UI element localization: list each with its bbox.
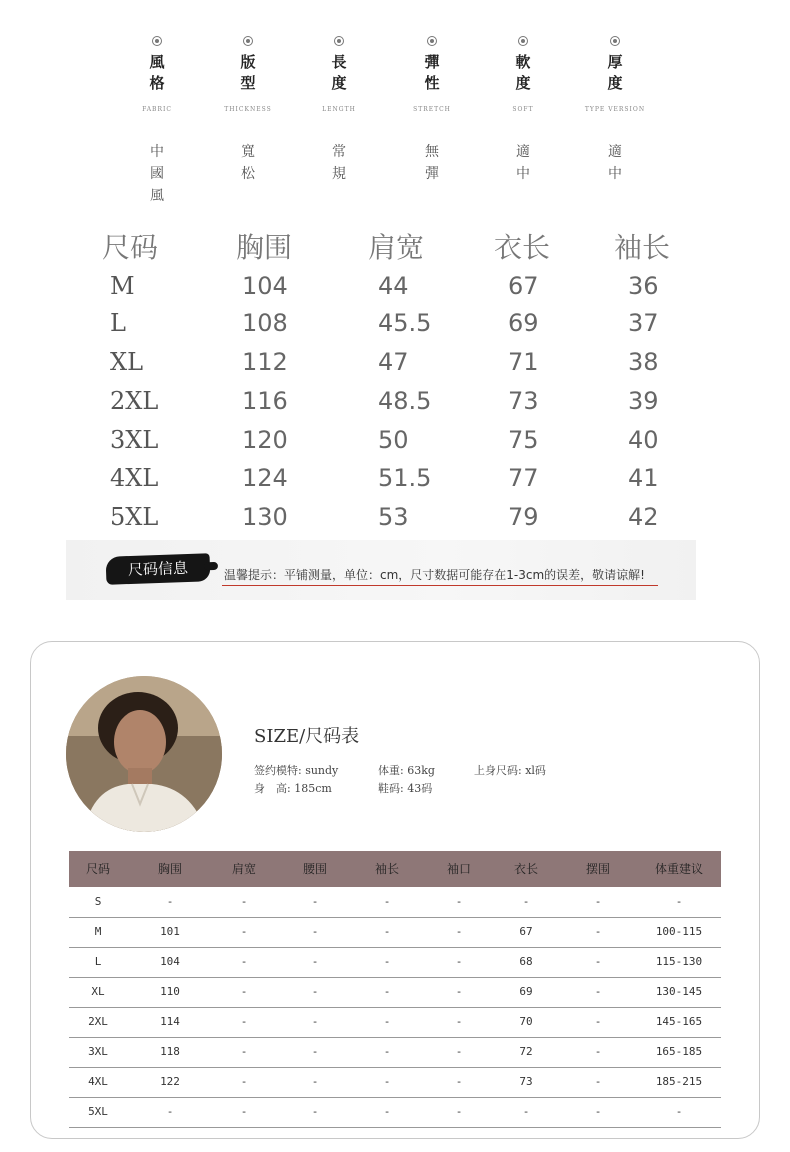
table-cell: - [594,955,602,968]
bullet-icon [610,36,620,46]
table-cell: 165-185 [655,1045,703,1058]
table-cell: - [522,1105,530,1118]
table-cell: 104 [160,955,180,968]
attribute-value-char: 中 [608,166,622,182]
chest-cell: 130 [242,503,288,531]
table-row [69,887,721,918]
attribute-title-char: 度 [331,74,347,92]
table-cell: 122 [160,1075,180,1088]
chest-cell: 120 [242,426,288,454]
size-chart-large [0,220,790,540]
table-row [69,977,721,1008]
table-cell: - [594,925,602,938]
table-cell: - [594,1075,602,1088]
attribute-value-char: 國 [150,166,164,182]
attribute-value-char: 中 [150,144,164,160]
attribute-value-char: 無 [425,144,439,160]
table-row [0,426,790,464]
attribute-value-char: 彈 [425,166,439,182]
attribute-value [387,141,477,185]
table-cell: 68 [519,955,533,968]
attribute-length [294,36,384,185]
column-header: 肩宽 [231,862,256,876]
sleeve-cell: 36 [628,272,659,300]
table-cell: - [383,1045,391,1058]
shoulder-cell: 53 [378,503,409,531]
table-cell: - [311,1105,319,1118]
bullet-icon [334,36,344,46]
sleeve-cell: 40 [628,426,659,454]
size-cell: 4XL [88,1075,108,1088]
size-chart-title: SIZE/尺码表 [254,726,360,747]
length-cell: 79 [508,503,539,531]
table-row [0,348,790,386]
shoulder-cell: 48.5 [378,387,432,415]
column-header: 尺码 [102,231,159,264]
attribute-value-char: 風 [150,188,164,204]
table-cell: - [455,985,463,998]
model-name: 签约模特: sundy [254,764,339,777]
attribute-value [112,141,202,207]
table-cell: - [594,1045,602,1058]
table-cell: - [166,895,174,908]
table-cell: 110 [160,985,180,998]
table-cell: - [383,1105,391,1118]
attribute-en-label: THICKNESS [224,106,272,113]
fabric-attributes [0,0,790,215]
attribute-title-char: 版 [240,53,256,71]
attribute-style [112,36,202,207]
column-header: 胸围 [157,862,182,876]
table-row [69,1037,721,1068]
table-cell: - [311,1075,319,1088]
chest-cell: 112 [242,348,288,376]
column-header: 腰围 [302,862,327,876]
table-row [0,503,790,541]
table-cell: - [240,1015,248,1028]
attribute-title-char: 格 [149,74,165,92]
bullet-icon [243,36,253,46]
table-cell: - [240,955,248,968]
model-photo-icon [66,676,222,832]
attribute-en-label: LENGTH [322,106,356,113]
table-row [69,1097,721,1128]
bullet-icon [518,36,528,46]
table-cell: - [383,895,391,908]
chest-cell: 104 [242,272,288,300]
table-cell: 67 [519,925,533,938]
model-upper-size: 上身尺码: xl码 [474,764,546,777]
size-info-badge: 尺码信息 [106,553,211,585]
column-header: 肩宽 [368,231,425,264]
table-cell: - [240,985,248,998]
attribute-title-char: 風 [149,53,165,71]
attribute-value [570,141,660,185]
attribute-value [478,141,568,185]
model-shoe-size: 鞋码: 43码 [378,782,433,795]
length-cell: 77 [508,464,539,492]
sleeve-cell: 42 [628,503,659,531]
table-row [69,1007,721,1038]
attribute-stretch [387,36,477,185]
attribute-value-char: 規 [332,166,346,182]
model-weight: 体重: 63kg [378,764,435,777]
chest-cell: 124 [242,464,288,492]
shoulder-cell: 44 [378,272,409,300]
attribute-title-char: 度 [515,74,531,92]
sleeve-cell: 37 [628,309,659,337]
table-cell: - [311,925,319,938]
attribute-title [570,52,660,94]
sleeve-cell: 41 [628,464,659,492]
size-cell: 3XL [88,1045,108,1058]
size-cell: 2XL [88,1015,108,1028]
table-cell: 185-215 [655,1075,703,1088]
column-header: 尺码 [85,862,110,876]
sleeve-cell: 39 [628,387,659,415]
attribute-title-char: 度 [607,74,623,92]
table-cell: 100-115 [655,925,703,938]
attribute-title-char: 彈 [424,53,440,71]
table-row [69,947,721,978]
table-cell: - [675,1105,683,1118]
model-avatar [66,676,222,832]
table-cell: 115-130 [655,955,703,968]
table-cell: 69 [519,985,533,998]
attribute-title [112,52,202,94]
table-cell: - [383,955,391,968]
table-cell: - [675,895,683,908]
size-cell: XL [91,985,105,998]
attribute-value-char: 適 [516,144,530,160]
shoulder-cell: 45.5 [378,309,432,337]
size-info-banner [66,540,696,600]
table-row [0,464,790,502]
table-cell: - [311,955,319,968]
length-cell: 73 [508,387,539,415]
size-cell: 5XL [88,1105,108,1118]
table-cell: - [455,1075,463,1088]
size-cell: 5XL [110,503,159,531]
table-row [69,1067,721,1098]
sleeve-cell: 38 [628,348,659,376]
table-cell: - [594,1105,602,1118]
size-cell: M [110,272,135,300]
table-cell: - [455,925,463,938]
table-cell: - [522,895,530,908]
attribute-value [294,141,384,185]
shoulder-cell: 50 [378,426,409,454]
table-cell: - [455,955,463,968]
chest-cell: 108 [242,309,288,337]
table-cell: 130-145 [655,985,703,998]
table-cell: 73 [519,1075,533,1088]
table-cell: - [383,925,391,938]
table-cell: - [383,985,391,998]
table-row [0,309,790,347]
measurement-tip-text: 温馨提示：平铺测量，单位：cm，尺寸数据可能存在1-3cm的误差，敬请谅解! [224,568,645,582]
table-cell: 118 [160,1045,180,1058]
attribute-title [478,52,568,94]
attribute-title-char: 長 [331,53,347,71]
table-cell: 114 [160,1015,180,1028]
attribute-value-char: 適 [608,144,622,160]
size-cell: XL [110,348,144,376]
column-header: 衣长 [513,862,538,876]
table-row [0,272,790,310]
attribute-title-char: 軟 [515,53,531,71]
length-cell: 75 [508,426,539,454]
table-cell: - [455,1015,463,1028]
column-header: 衣长 [494,231,551,264]
attribute-value-char: 常 [332,144,346,160]
attribute-value-char: 松 [241,166,255,182]
table-header-row [69,851,721,887]
table-cell: - [240,1045,248,1058]
table-cell: - [311,1045,319,1058]
column-header: 袖长 [614,231,671,264]
chest-cell: 116 [242,387,288,415]
attribute-title-char: 型 [240,74,256,92]
table-cell: 145-165 [655,1015,703,1028]
table-cell: 70 [519,1015,533,1028]
model-height: 身 高: 185cm [254,782,332,795]
attribute-title [294,52,384,94]
attribute-title-char: 厚 [607,53,623,71]
table-cell: - [455,1045,463,1058]
table-cell: - [240,895,248,908]
attribute-en-label: STRETCH [413,106,451,113]
length-cell: 69 [508,309,539,337]
table-cell: - [240,925,248,938]
attribute-value-char: 中 [516,166,530,182]
size-cell: 3XL [110,426,159,454]
attribute-title-char: 性 [424,74,440,92]
table-cell: - [594,895,602,908]
table-cell: - [455,1105,463,1118]
attribute-en-label: TYPE VERSION [584,106,646,113]
size-card [30,641,760,1139]
column-header: 体重建议 [654,862,703,876]
size-cell: M [94,925,102,938]
column-header: 胸围 [236,231,293,264]
attribute-value-char: 寬 [241,144,255,160]
column-header: 袖口 [446,862,471,876]
table-cell: - [166,1105,174,1118]
shoulder-cell: 47 [378,348,409,376]
table-row [0,387,790,425]
tip-underline [222,585,658,586]
attribute-en-label: FABRIC [142,106,172,113]
size-cell: 2XL [110,387,159,415]
length-cell: 71 [508,348,539,376]
table-cell: 101 [160,925,180,938]
table-cell: 72 [519,1045,533,1058]
size-cell: S [94,895,102,908]
attribute-en-label: SOFT [512,106,534,113]
table-cell: - [240,1105,248,1118]
attribute-value [203,141,293,185]
table-cell: - [240,1075,248,1088]
size-cell: L [110,309,126,337]
table-cell: - [455,895,463,908]
table-cell: - [311,1015,319,1028]
size-cell: 4XL [110,464,159,492]
attribute-thickness [570,36,660,185]
table-row [69,917,721,948]
column-header: 袖长 [374,862,399,876]
length-cell: 67 [508,272,539,300]
table-cell: - [311,985,319,998]
table-cell: - [383,1075,391,1088]
attribute-title [203,52,293,94]
bullet-icon [152,36,162,46]
size-cell: L [94,955,102,968]
table-cell: - [311,895,319,908]
bullet-icon [427,36,437,46]
attribute-title [387,52,477,94]
table-cell: - [383,1015,391,1028]
column-header: 摆围 [585,862,610,876]
attribute-fit [203,36,293,185]
table-cell: - [594,985,602,998]
table-cell: - [594,1015,602,1028]
shoulder-cell: 51.5 [378,464,432,492]
attribute-softness [478,36,568,185]
